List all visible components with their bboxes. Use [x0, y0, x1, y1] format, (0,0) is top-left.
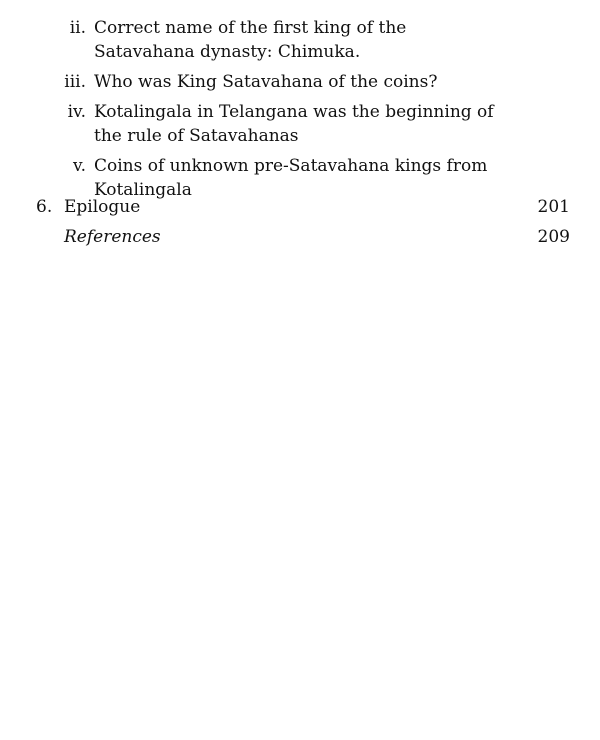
toc-sub-item-number: iv. [67, 102, 86, 122]
toc-references-title: References [64, 227, 161, 247]
toc-sub-item [48, 16, 508, 64]
toc-sub-item-text: Coins of unknown pre-Satavahana kings from Kotalingala [94, 156, 488, 200]
toc-references-page: 209 [537, 227, 570, 247]
toc-references-row [64, 225, 570, 249]
toc-chapter-title: Epilogue [64, 197, 141, 217]
toc-sub-item [48, 70, 508, 94]
toc-chapter-number: 6. [36, 197, 53, 217]
toc-sub-item-number: iii. [64, 72, 86, 92]
toc-sub-item-text: Who was King Satavahana of the coins? [94, 72, 438, 92]
toc-chapter-page: 201 [537, 197, 570, 217]
toc-sub-item-text: Kotalingala in Telangana was the beginning of the rule of Satavahanas [94, 102, 494, 146]
toc-sub-item-number: v. [73, 156, 86, 176]
toc-chapter-row [36, 195, 570, 219]
toc-sub-list [48, 16, 508, 208]
toc-chapter-heading [36, 195, 140, 219]
toc-sub-item-text: Correct name of the first king of the Satavahana dynasty: Chimuka. [94, 18, 407, 62]
toc-sub-item [48, 100, 508, 148]
toc-sub-item-number: ii. [69, 18, 86, 38]
